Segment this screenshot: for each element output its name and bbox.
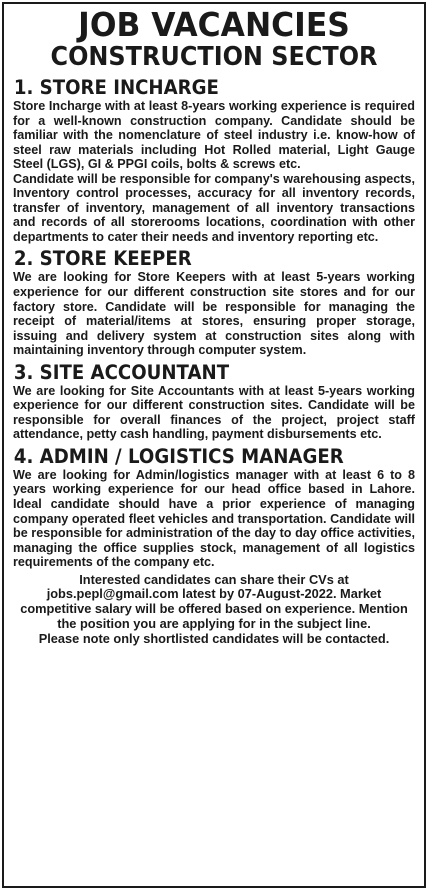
section-store-incharge bbox=[12, 77, 416, 244]
ad-subtitle: CONSTRUCTION SECTOR bbox=[50, 42, 378, 72]
section-paragraph: Store Incharge with at least 8-years working experience is required for a well-known construction company. Candidate should be familiar with the nomenclature of steel industry i.e. know-how of steel raw materials including Hot Rolled material, Light Gauge Steel (LGS), GI & PPGI coils, bolts & screws etc. bbox=[13, 99, 415, 172]
section-paragraph: We are looking for Store Keepers with at least 5-years working experience for our different construction site stores and for our factory store. Candidate will be responsible for managing the receipt of material/items at stores, ensuring proper storage, issuing and delivery system at construction sites along with maintaining inventory through computer system. bbox=[13, 270, 415, 358]
section-heading: 4. ADMIN / LOGISTICS MANAGER bbox=[13, 444, 344, 468]
section-store-keeper bbox=[12, 248, 416, 357]
section-heading: 2. STORE KEEPER bbox=[13, 247, 192, 271]
section-site-accountant bbox=[12, 362, 416, 442]
application-instructions: Interested candidates can share their CVs at jobs.pepl@gmail.com latest by 07-August-2022. Market competitive salary will be offered based on experience. Mention the position you are applying for in the subject line. bbox=[20, 571, 408, 631]
job-advertisement bbox=[2, 2, 426, 888]
section-heading: 1. STORE INCHARGE bbox=[13, 76, 219, 99]
section-admin-logistics-manager bbox=[12, 446, 416, 570]
shortlist-note: Please note only shortlisted candidates will be contacted. bbox=[38, 631, 390, 647]
section-heading: 3. SITE ACCOUNTANT bbox=[13, 360, 230, 384]
section-paragraph: Candidate will be responsible for company's warehousing aspects, Inventory control processes, accuracy for all inventory records, transfer of inventory, management of all inventory transactions and records of all storerooms locations, coordination with other departments to cater their needs and inventory reporting etc. bbox=[13, 171, 415, 244]
section-paragraph: We are looking for Admin/logistics manager with at least 6 to 8 years working experience for our head office based in Lahore. Ideal candidate should have a prior experience of managing company operated fleet vehicles and transportation. Candidate will be responsible for administration of the day to day office activities, managing the office supplies stock, management of all logistics requirements of the company etc. bbox=[13, 467, 415, 570]
section-paragraph: We are looking for Site Accountants with at least 5-years working experience for our different construction sites. Candidate will be responsible for overall finances of the project, project staff attendance, petty cash handling, payment disbursements etc. bbox=[13, 383, 415, 442]
ad-title: JOB VACANCIES bbox=[78, 5, 350, 44]
